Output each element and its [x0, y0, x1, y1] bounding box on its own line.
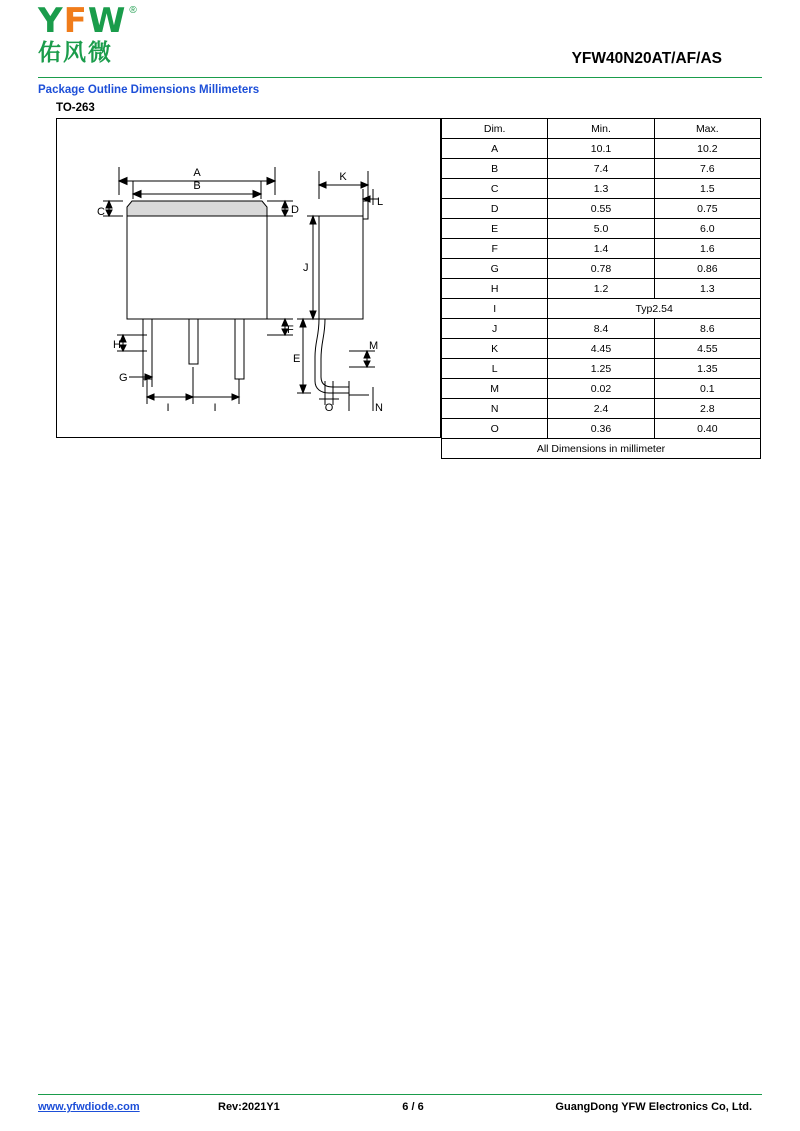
outline-content [56, 118, 761, 459]
header-divider [38, 77, 762, 78]
cell-dim: O [442, 419, 548, 439]
cell-dim: F [442, 239, 548, 259]
website-link[interactable]: www.yfwdiode.com [38, 1101, 140, 1113]
cell-max: 0.75 [654, 199, 760, 219]
cell-max: 1.35 [654, 359, 760, 379]
cell-min: 7.4 [548, 159, 654, 179]
page-header [38, 0, 762, 74]
table-row [442, 179, 761, 199]
table-row [442, 159, 761, 179]
cell-min: 2.4 [548, 399, 654, 419]
company-name: GuangDong YFW Electronics Co, Ltd. [555, 1101, 752, 1113]
table-row [442, 279, 761, 299]
th-min: Min. [548, 119, 654, 139]
table-row [442, 419, 761, 439]
cell-min: 0.78 [548, 259, 654, 279]
cell-dim: K [442, 339, 548, 359]
svg-text:K: K [339, 171, 347, 183]
cell-min: 1.4 [548, 239, 654, 259]
cell-dim: A [442, 139, 548, 159]
cell-max: 0.40 [654, 419, 760, 439]
revision-label: Rev:2021Y1 [218, 1101, 280, 1113]
svg-text:B: B [193, 180, 201, 192]
cell-span: Typ2.54 [548, 299, 761, 319]
table-row [442, 259, 761, 279]
cell-max: 1.3 [654, 279, 760, 299]
cell-max: 4.55 [654, 339, 760, 359]
logo-letter-f: F [63, 1, 88, 41]
svg-text:G: G [119, 372, 128, 384]
svg-text:I: I [213, 402, 217, 414]
cell-min: 1.3 [548, 179, 654, 199]
svg-text:I: I [166, 402, 170, 414]
table-row [442, 199, 761, 219]
cell-max: 10.2 [654, 139, 760, 159]
cell-max: 6.0 [654, 219, 760, 239]
svg-text:E: E [293, 353, 301, 365]
cell-dim: D [442, 199, 548, 219]
cell-max: 8.6 [654, 319, 760, 339]
table-row [442, 399, 761, 419]
cell-min: 4.45 [548, 339, 654, 359]
svg-text:F: F [287, 324, 294, 336]
cell-max: 0.86 [654, 259, 760, 279]
th-max: Max. [654, 119, 760, 139]
cell-dim: B [442, 159, 548, 179]
dimensions-table [441, 118, 761, 459]
svg-text:D: D [291, 204, 299, 216]
cell-min: 1.2 [548, 279, 654, 299]
th-dim: Dim. [442, 119, 548, 139]
page-title: YFW40N20AT/AF/AS [571, 50, 722, 67]
section-title: Package Outline Dimensions Millimeters [38, 84, 260, 96]
svg-text:N: N [375, 402, 383, 414]
logo-letter-w: W [87, 1, 127, 41]
cell-min: 0.02 [548, 379, 654, 399]
cell-max: 7.6 [654, 159, 760, 179]
cell-dim: E [442, 219, 548, 239]
cell-min: 1.25 [548, 359, 654, 379]
svg-text:C: C [97, 206, 105, 218]
table-footnote: All Dimensions in millimeter [442, 439, 761, 459]
logo-wordmark [38, 1, 218, 42]
table-row [442, 379, 761, 399]
svg-text:M: M [369, 340, 379, 352]
cell-dim: J [442, 319, 548, 339]
cell-min: 0.36 [548, 419, 654, 439]
cell-dim: M [442, 379, 548, 399]
svg-text:A: A [193, 167, 201, 179]
svg-text:J: J [303, 262, 309, 274]
cell-dim: I [442, 299, 548, 319]
cell-dim: H [442, 279, 548, 299]
cell-min: 5.0 [548, 219, 654, 239]
package-name: TO-263 [56, 102, 95, 114]
logo-chinese-name: 佑风微 [38, 40, 113, 66]
cell-dim: G [442, 259, 548, 279]
cell-min: 10.1 [548, 139, 654, 159]
table-row [442, 359, 761, 379]
company-logo [38, 0, 218, 74]
table-row [442, 339, 761, 359]
table-footnote-row [442, 439, 761, 459]
page-number: 6 / 6 [402, 1101, 424, 1113]
cell-max: 0.1 [654, 379, 760, 399]
cell-dim: C [442, 179, 548, 199]
table-row [442, 319, 761, 339]
svg-text:O: O [324, 402, 334, 414]
cell-max: 1.5 [654, 179, 760, 199]
cell-dim: L [442, 359, 548, 379]
cell-dim: N [442, 399, 548, 419]
logo-letter-y: Y [38, 1, 64, 41]
table-row [442, 219, 761, 239]
table-row [442, 299, 761, 319]
table-header-row [442, 119, 761, 139]
registered-trademark-icon: ® [129, 5, 137, 16]
table-row [442, 239, 761, 259]
page-footer [38, 1094, 762, 1113]
svg-text:H: H [113, 339, 121, 351]
footer-divider [38, 1094, 762, 1095]
cell-min: 8.4 [548, 319, 654, 339]
cell-max: 1.6 [654, 239, 760, 259]
cell-max: 2.8 [654, 399, 760, 419]
svg-text:L: L [377, 196, 384, 208]
table-row [442, 139, 761, 159]
package-drawing [56, 118, 441, 438]
cell-min: 0.55 [548, 199, 654, 219]
